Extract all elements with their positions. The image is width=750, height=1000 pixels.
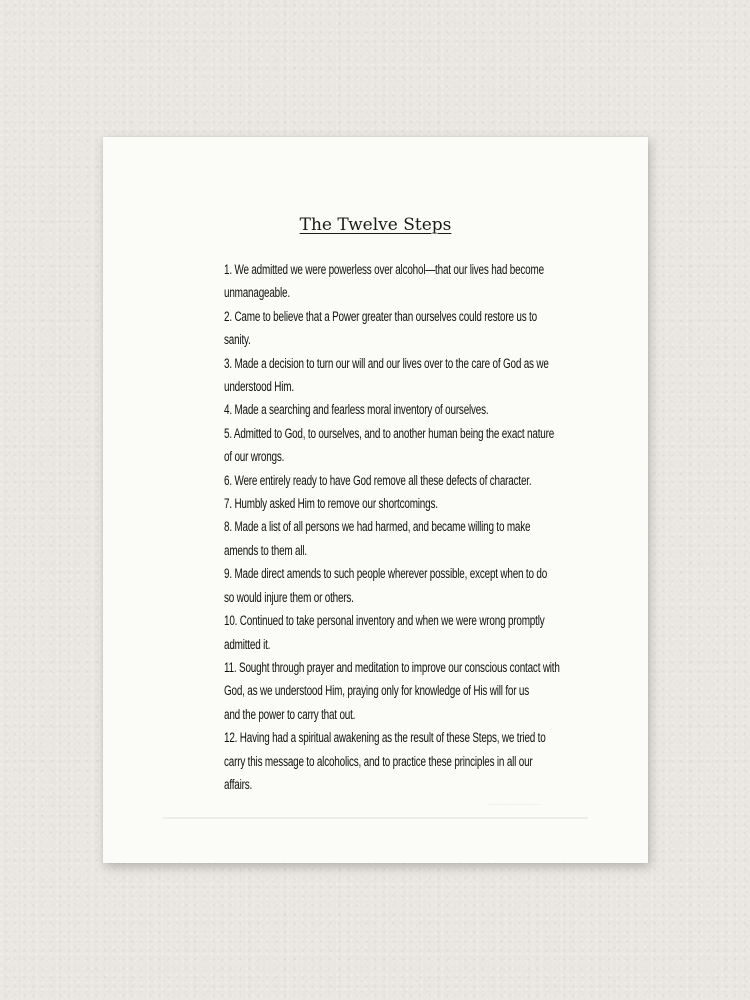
step-item: 3. Made a decision to turn our will and our lives over to the care of God as we bbox=[224, 355, 549, 371]
step-item: 4. Made a searching and fearless moral inventory of ourselves. bbox=[224, 402, 489, 418]
bottom-rule bbox=[163, 817, 588, 819]
step-item: 10. Continued to take personal inventory and when we were wrong promptly bbox=[224, 613, 545, 629]
step-item: 2. Came to believe that a Power greater than ourselves could restore us to bbox=[224, 308, 537, 324]
step-item: 1. We admitted we were powerless over alcohol—that our lives had become bbox=[224, 262, 544, 277]
step-item-continuation: sanity. bbox=[224, 332, 251, 348]
step-item-continuation: admitted it. bbox=[224, 636, 271, 652]
step-item-continuation: understood Him. bbox=[224, 379, 294, 395]
step-item-continuation: God, as we understood Him, praying only for knowledge of His will for us bbox=[224, 683, 530, 699]
step-item: 11. Sought through prayer and meditation to improve our conscious contact with bbox=[224, 659, 560, 675]
document-title bbox=[103, 215, 648, 235]
fine-print: ······························································· bbox=[488, 803, 541, 806]
step-item: 5. Admitted to God, to ourselves, and to another human being the exact nature bbox=[224, 425, 555, 441]
step-item-continuation: amends to them all. bbox=[224, 542, 307, 558]
step-item-continuation: so would injure them or others. bbox=[224, 589, 354, 605]
step-item: 9. Made direct amends to such people wherever possible, except when to do bbox=[224, 566, 548, 582]
step-item-continuation: unmanageable. bbox=[224, 285, 290, 301]
step-item: 6. Were entirely ready to have God remove all these defects of character. bbox=[224, 472, 532, 488]
step-item-continuation: and the power to carry that out. bbox=[224, 706, 356, 722]
step-item-continuation: carry this message to alcoholics, and to practice these principles in all our bbox=[224, 753, 533, 769]
step-item-continuation: of our wrongs. bbox=[224, 449, 285, 465]
document-title-text: The Twelve Steps bbox=[299, 215, 452, 235]
step-item-continuation: affairs. bbox=[224, 776, 253, 792]
step-item: 7. Humbly asked Him to remove our shortcomings. bbox=[224, 496, 438, 512]
step-item: 8. Made a list of all persons we had harmed, and became willing to make bbox=[224, 519, 531, 535]
steps-list bbox=[224, 258, 560, 796]
step-item: 12. Having had a spiritual awakening as the result of these Steps, we tried to bbox=[224, 730, 546, 746]
art-print bbox=[103, 137, 648, 863]
